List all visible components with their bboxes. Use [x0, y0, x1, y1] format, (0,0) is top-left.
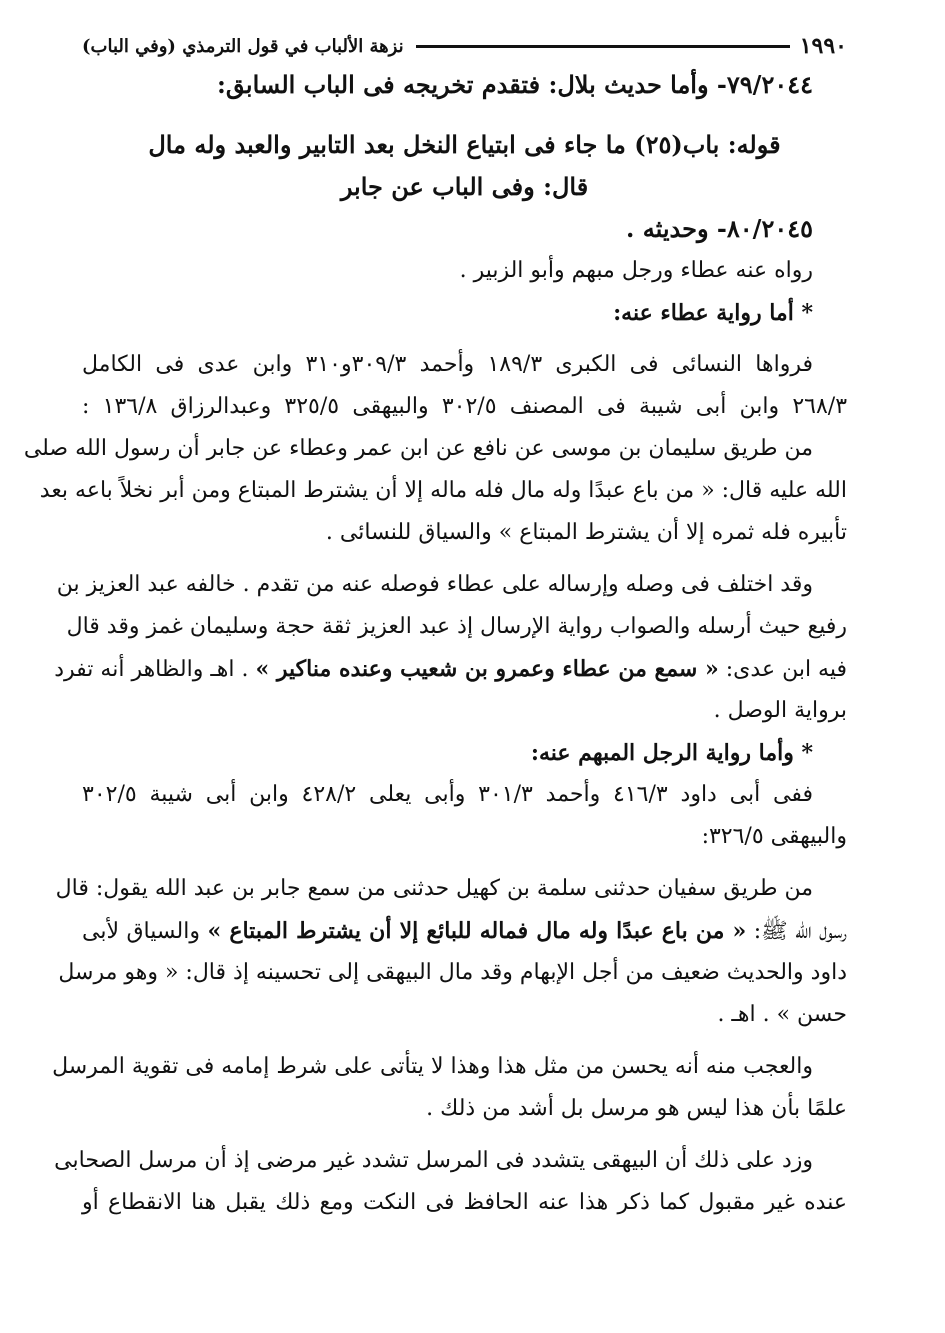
text-line: عنده غير مقبول كما ذكر هذا عنه الحافظ فى النكت ومع ذلك يقبل هنا الانقطاع أو: [82, 1190, 847, 1215]
running-header: [82, 28, 847, 64]
text-line: وزد على ذلك أن البيهقى يتشدد فى المرسل تشدد غير مرضى إذ أن مرسل الصحابى: [54, 1148, 813, 1173]
text-line: [82, 910, 847, 952]
text-line: برواية الوصل .: [713, 698, 847, 723]
text-line: رفيع حيث أرسله والصواب رواية الإرسال إذ عبد العزيز ثقة حجة وسليمان غمز وقد قال: [66, 614, 847, 639]
text-line: وقد اختلف فى وصله وإرساله على عطاء فوصله عنه من تقدم . خالفه عبد العزيز بن: [56, 572, 813, 597]
text-line: ٧٩/٢٠٤٤- وأما حديث بلال: فتقدم تخريجه فى الباب السابق:: [217, 70, 813, 99]
text-line: داود والحديث ضعيف من أجل الإبهام وقد مال البيهقى إلى تحسينه إذ قال: « وهو مرسل: [58, 960, 847, 985]
text-span: والسياق لأبى: [82, 919, 208, 944]
text-line: ٢٦٨/٣ وابن أبى شيبة فى المصنف ٣٠٢/٥ والبيهقى ٣٢٥/٥ وعبدالرزاق ١٣٦/٨ :: [82, 394, 848, 419]
spacer: [82, 334, 847, 344]
quote-span: « سمع من عطاء وعمرو بن شعيب وعنده مناكير »: [255, 656, 719, 682]
text-line: ٨٠/٢٠٤٥- وحديثه .: [626, 214, 813, 243]
header-rule: [416, 45, 790, 48]
quote-span: « من باع عبدًا وله مال فماله للبائع إلا أن يشترط المبتاع »: [207, 918, 747, 944]
text-line: حسن » . اهـ .: [717, 1002, 847, 1027]
spacer: [82, 106, 847, 124]
text-span: فيه ابن عدى:: [718, 657, 847, 682]
text-line: والعجب منه أنه يحسن من مثل هذا وهذا لا يتأتى على شرط إمامه فى تقوية المرسل: [52, 1054, 813, 1079]
page-number: ١٩٩٠: [799, 33, 847, 59]
spacer: [82, 1130, 847, 1140]
text-span: . اهـ والظاهر أنه تفرد: [54, 657, 256, 682]
spacer: [82, 1036, 847, 1046]
text-line: من طريق سليمان بن موسى عن نافع عن ابن عمر وعطاء عن جابر أن رسول الله صلى: [23, 436, 813, 461]
chapter-heading: قوله: باب(٢٥) ما جاء فى ابتياع النخل بعد التابير والعبد وله مال: [148, 130, 781, 159]
text-line: فرواها النسائى فى الكبرى ١٨٩/٣ وأحمد ٣٠٩/٣و٣١٠ وابن عدى فى الكامل: [82, 352, 813, 377]
text-span: رسول الله ﷺ:: [746, 919, 847, 944]
text-line: الله عليه قال: « من باع عبدًا وله مال فله ماله إلا أن يشترط المبتاع ومن أبر نخلاً باعه بعد: [39, 478, 847, 503]
section-heading: * أما رواية عطاء عنه:: [613, 300, 813, 326]
chapter-subheading: قال: وفى الباب عن جابر: [340, 172, 589, 201]
section-heading: * وأما رواية الرجل المبهم عنه:: [530, 740, 813, 766]
text-line: [54, 648, 847, 690]
running-title: نزهة الألباب في قول الترمذي (وفي الباب): [82, 35, 404, 57]
text-line: والبيهقى ٣٢٦/٥:: [701, 824, 847, 849]
spacer: [82, 858, 847, 868]
document-page: [23, 28, 848, 1318]
text-line: تأبيره فله ثمره إلا أن يشترط المبتاع » والسياق للنسائى .: [325, 520, 847, 545]
text-line: رواه عنه عطاء ورجل مبهم وأبو الزبير .: [459, 258, 813, 283]
text-line: علمًا بأن هذا ليس هو مرسل بل أشد من ذلك .: [426, 1096, 847, 1121]
text-line: ففى أبى داود ٤١٦/٣ وأحمد ٣٠١/٣ وأبى يعلى ٤٢٨/٢ وابن أبى شيبة ٣٠٢/٥: [82, 782, 813, 807]
spacer: [82, 554, 847, 564]
text-line: من طريق سفيان حدثنى سلمة بن كهيل حدثنى من سمع جابر بن عبد الله يقول: قال: [55, 876, 813, 901]
